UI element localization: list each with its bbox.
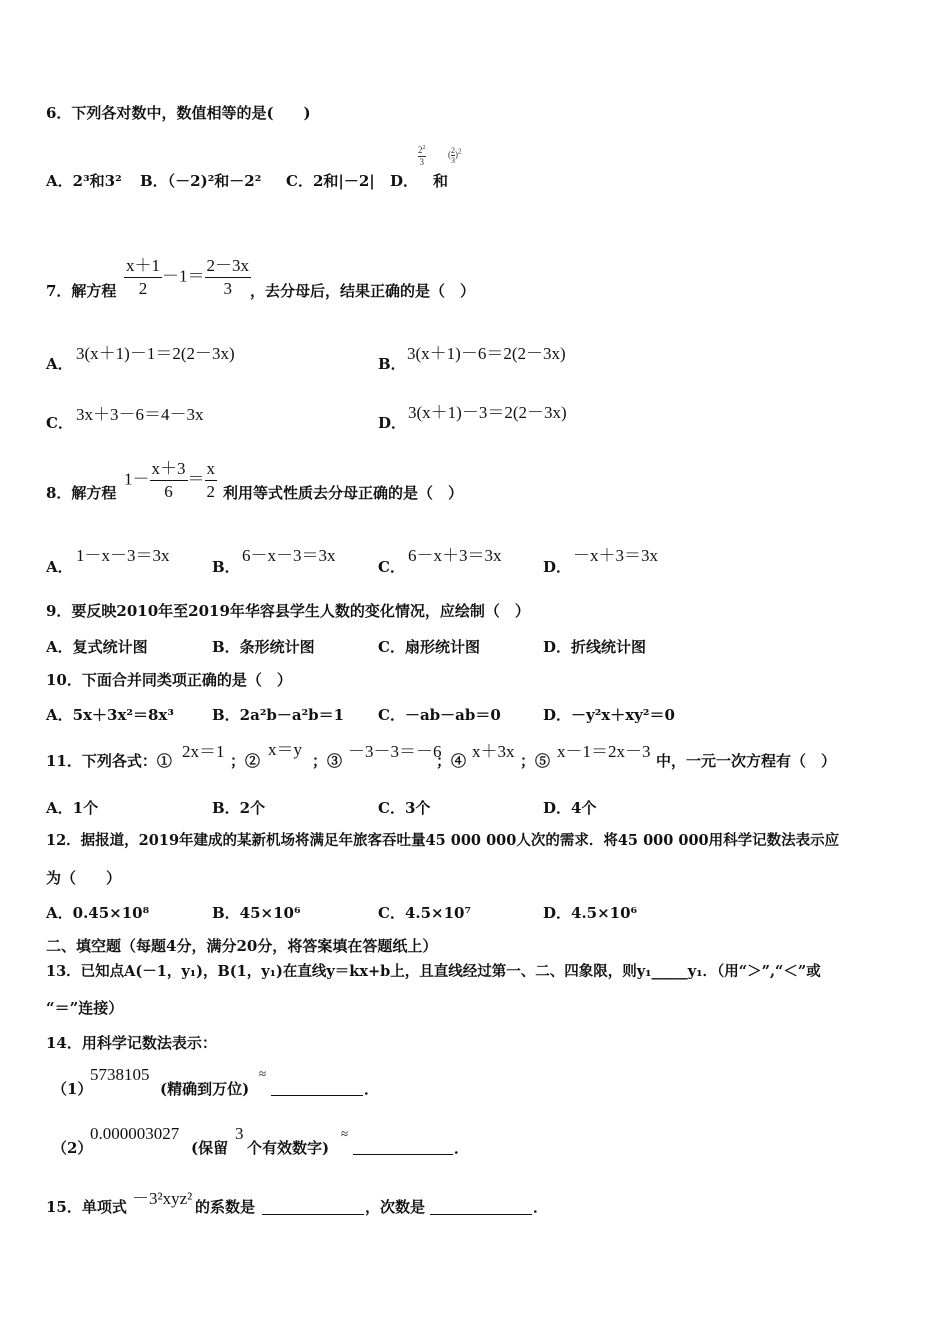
q14-p2-text2: 个有效数字)	[247, 1139, 330, 1157]
q8-eq-num2: x	[205, 458, 218, 481]
q11-option-c: C．3个	[378, 799, 431, 817]
q9-option-b: B．条形统计图	[212, 638, 315, 656]
q6-option-b: B．（－2)²和－2²	[140, 172, 262, 190]
q6-option-a: A．2³和3²	[46, 172, 122, 190]
q9-option-a: A．复式统计图	[46, 638, 148, 656]
q7-equation	[124, 255, 251, 300]
q8-equation	[124, 458, 217, 503]
q14-p1-text: (精确到万位)	[160, 1080, 250, 1098]
q7-tail: ，去分母后，结果正确的是（ ）	[250, 282, 476, 300]
q8-option-c: 6－x＋3＝3x	[408, 546, 502, 565]
q7-option-a-label: A．	[46, 355, 73, 373]
q15-mid: 的系数是	[195, 1198, 256, 1216]
q8-eq-den1: 6	[164, 482, 173, 501]
q14-p2-approx: ≈	[341, 1126, 349, 1141]
q8-eq-mid: ＝	[187, 469, 205, 489]
q7-option-b-label: B．	[378, 355, 406, 373]
q10-stem: 10．下面合并同类项正确的是（ ）	[46, 671, 292, 689]
q14-p2-dot: ．	[454, 1139, 470, 1157]
q10-option-c: C．－ab－ab＝0	[378, 706, 501, 724]
q10-option-b: B．2a²b－a²b＝1	[212, 706, 345, 724]
q9-option-c: C．扇形统计图	[378, 638, 480, 656]
q8-stem: 8．解方程	[46, 484, 117, 502]
q8-eq-pre: 1－	[124, 469, 150, 489]
q8-tail: 利用等式性质去分母正确的是（ ）	[223, 484, 464, 502]
q15-mid2: ，次数是	[365, 1198, 426, 1216]
q7-option-d-label: D．	[378, 414, 407, 432]
q8-option-a: 1－x－3＝3x	[76, 546, 170, 565]
q7-option-d: 3(x＋1)－3＝2(2－3x)	[408, 403, 567, 422]
q12-stem-line1: 12．据报道，2019年建成的某新机场将满足年旅客吞吐量45 000 000人次的需求．将45 000 000用科学记数法表示应	[46, 832, 840, 849]
q6-option-d	[390, 170, 418, 191]
q7-eq-num2: 2－3x	[205, 255, 252, 278]
q12-option-c: C．4.5×10⁷	[378, 904, 472, 922]
q8-option-d-label: D．	[543, 558, 572, 576]
q15-coefficient-blank[interactable]	[262, 1197, 364, 1215]
q6-d-fraction-b: ( $\frac{2}{3}$ )$^2$	[448, 146, 462, 165]
q8-option-a-label: A．	[46, 558, 73, 576]
q8-eq-num1: x＋3	[150, 458, 188, 481]
q8-option-b: 6－x－3＝3x	[242, 546, 336, 565]
q11-sep-2: ；②	[230, 752, 261, 770]
q15-dot: ．	[533, 1198, 549, 1216]
q11-expr-1: 2x＝1	[182, 742, 225, 761]
q6-option-d-label: D．	[390, 172, 419, 190]
q14-p1-dot: ．	[364, 1080, 380, 1098]
q7-eq-den1: 2	[138, 279, 148, 298]
q14-p2-answer-blank[interactable]	[353, 1138, 453, 1155]
q7-option-a: 3(x＋1)－1＝2(2－3x)	[76, 344, 235, 363]
q7-eq-den2: 3	[223, 279, 232, 298]
q10-option-d: D．－y²x＋xy²＝0	[543, 706, 675, 724]
q10-option-a: A．5x＋3x²＝8x³	[46, 706, 174, 724]
q7-option-c: 3x＋3－6＝4－3x	[76, 405, 204, 424]
q9-stem: 9．要反映2010年至2019年华容县学生人数的变化情况，应绘制（ ）	[46, 602, 530, 620]
q15-stem: 15．单项式	[46, 1198, 127, 1216]
q11-expr-3: －3－3＝－6	[348, 742, 442, 761]
q6-d-fraction-a: $2^2$ 3	[418, 145, 426, 167]
section-2-heading: 二、填空题（每题4分，满分20分，将答案填在答题纸上）	[46, 937, 438, 955]
q6-option-c: C．2和|－2|	[286, 172, 375, 190]
q11-option-d: D．4个	[543, 799, 597, 817]
q7-option-b: 3(x＋1)－6＝2(2－3x)	[407, 344, 566, 363]
q11-tail: 中，一元一次方程有（ ）	[656, 752, 837, 770]
q6-stem: 6．下列各对数中，数值相等的是( )	[46, 104, 311, 122]
q14-p2-label: （2）	[52, 1139, 93, 1157]
q12-option-b: B．45×10⁶	[212, 904, 301, 922]
q11-option-a: A．1个	[46, 799, 99, 817]
q11-sep-4: ；④	[436, 752, 467, 770]
q7-option-c-label: C．	[46, 414, 73, 432]
q11-sep-3: ；③	[312, 752, 343, 770]
q12-option-a: A．0.45×10⁸	[46, 904, 150, 922]
q14-stem: 14．用科学记数法表示：	[46, 1034, 217, 1052]
q14-p2-three: 3	[235, 1124, 244, 1143]
q9-option-d: D．折线统计图	[543, 638, 647, 656]
q13-line1: 13．已知点A(－1，y₁)，B(1，y₁)在直线y＝kx+b上，且直线经过第一、二、四象限，则y₁_____y₁．（用“＞”,“＜”或	[46, 963, 821, 980]
q12-option-d: D．4.5×10⁶	[543, 904, 638, 922]
q8-eq-den2: 2	[206, 482, 215, 501]
q11-expr-5: x－1＝2x－3	[557, 742, 651, 761]
q15-monomial: －3²xyz²	[132, 1189, 193, 1208]
q11-sep-5: ；⑤	[520, 752, 551, 770]
q7-stem: 7．解方程	[46, 282, 117, 300]
q14-p1-number: 5738105	[90, 1065, 150, 1084]
q14-p2-text: (保留	[191, 1139, 229, 1157]
q14-p1-approx: ≈	[259, 1066, 267, 1081]
q12-stem-line2: 为（ ）	[46, 869, 122, 887]
q7-eq-mid: －1＝	[162, 266, 205, 286]
q8-option-b-label: B．	[212, 558, 240, 576]
q11-expr-4: x＋3x	[472, 742, 515, 761]
q13-line2: “＝”连接）	[46, 999, 124, 1017]
q11-option-b: B．2个	[212, 799, 266, 817]
q11-stem: 11．下列各式：①	[46, 752, 172, 770]
q14-p1-answer-blank[interactable]	[271, 1079, 363, 1096]
q14-p1-label: （1）	[52, 1080, 93, 1098]
q15-degree-blank[interactable]	[430, 1197, 532, 1215]
q14-p2-number: 0.000003027	[90, 1124, 180, 1143]
q7-eq-num1: x＋1	[124, 255, 162, 278]
q6-d-he: 和	[433, 172, 449, 190]
q8-option-d: －x＋3＝3x	[573, 546, 658, 565]
q8-option-c-label: C．	[378, 558, 405, 576]
q11-expr-2: x＝y	[268, 740, 302, 759]
